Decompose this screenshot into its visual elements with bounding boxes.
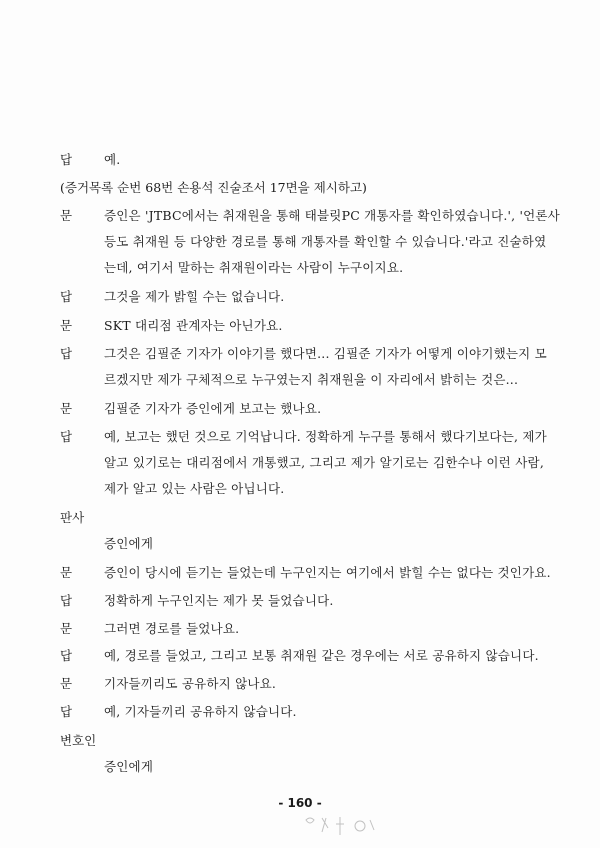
line-text: 증인은 'JTBC에서는 취재원을 통해 태블릿PC 개통자를 확인하였습니다.', '언론사 — [104, 208, 560, 223]
page-number: - 160 - — [278, 796, 322, 810]
line-text: 증인에게 — [104, 759, 154, 774]
speaker-label: 문 — [60, 318, 73, 333]
speaker-label: 답 — [60, 289, 73, 304]
speaker-label: 문 — [60, 401, 73, 416]
line-text: 등도 취재원 등 다양한 경로를 통해 개통자를 확인할 수 있습니다.'라고 진술하였 — [104, 234, 547, 249]
line-text: (증거목록 순번 68번 손용석 진술조서 17면을 제시하고) — [60, 180, 367, 195]
speaker-label: 답 — [60, 704, 73, 719]
line-text: 그러면 경로를 들었나요. — [104, 621, 240, 636]
line-text: 예, 보고는 했던 것으로 기억납니다. 정확하게 누구를 통해서 했다기보다는, 제가 — [104, 429, 547, 444]
line-text: 르겠지만 제가 구체적으로 누구였는지 취재원을 이 자리에서 밝히는 것은... — [104, 372, 519, 387]
speaker-label: 답 — [60, 429, 73, 444]
line-text: 그것은 김필준 기자가 이야기를 했다면... 김필준 기자가 어떻게 이야기했는지 모 — [104, 346, 547, 361]
speaker-label: 답 — [60, 648, 73, 663]
speaker-label: 답 — [60, 346, 73, 361]
questioner-label: 판사 — [60, 510, 85, 525]
line-text: 증인이 당시에 듣기는 들었는데 누구인지는 여기에서 밝힐 수는 없다는 것인가요. — [104, 565, 551, 580]
line-text: 예, 경로를 들었고, 그리고 보통 취재원 같은 경우에는 서로 공유하지 않습니다. — [104, 648, 539, 663]
speaker-label: 문 — [60, 208, 73, 223]
line-text: 제가 알고 있는 사람은 아닙니다. — [104, 481, 285, 496]
line-text: 예, 기자들끼리 공유하지 않습니다. — [104, 704, 297, 719]
speaker-label: 문 — [60, 621, 73, 636]
speaker-label: 답 — [60, 593, 73, 608]
line-text: 예. — [104, 152, 121, 167]
line-text: 정확하게 누구인지는 제가 못 들었습니다. — [104, 593, 334, 608]
faint-stamp-mark — [300, 812, 380, 842]
line-text: 알고 있기로는 대리점에서 개통했고, 그리고 제가 알기로는 김한수나 이런 사람, — [104, 455, 544, 470]
line-text: 그것을 제가 밝힐 수는 없습니다. — [104, 289, 285, 304]
line-text: 기자들끼리도 공유하지 않나요. — [104, 676, 277, 691]
line-text: 는데, 여기서 말하는 취재원이라는 사람이 누구이지요. — [104, 260, 404, 275]
line-text: SKT 대리점 관계자는 아닌가요. — [104, 318, 283, 333]
speaker-label: 문 — [60, 565, 73, 580]
speaker-label: 문 — [60, 676, 73, 691]
line-text: 김필준 기자가 증인에게 보고는 했나요. — [104, 401, 322, 416]
line-text: 증인에게 — [104, 536, 154, 551]
questioner-label: 변호인 — [60, 733, 97, 748]
speaker-label: 답 — [60, 152, 73, 167]
